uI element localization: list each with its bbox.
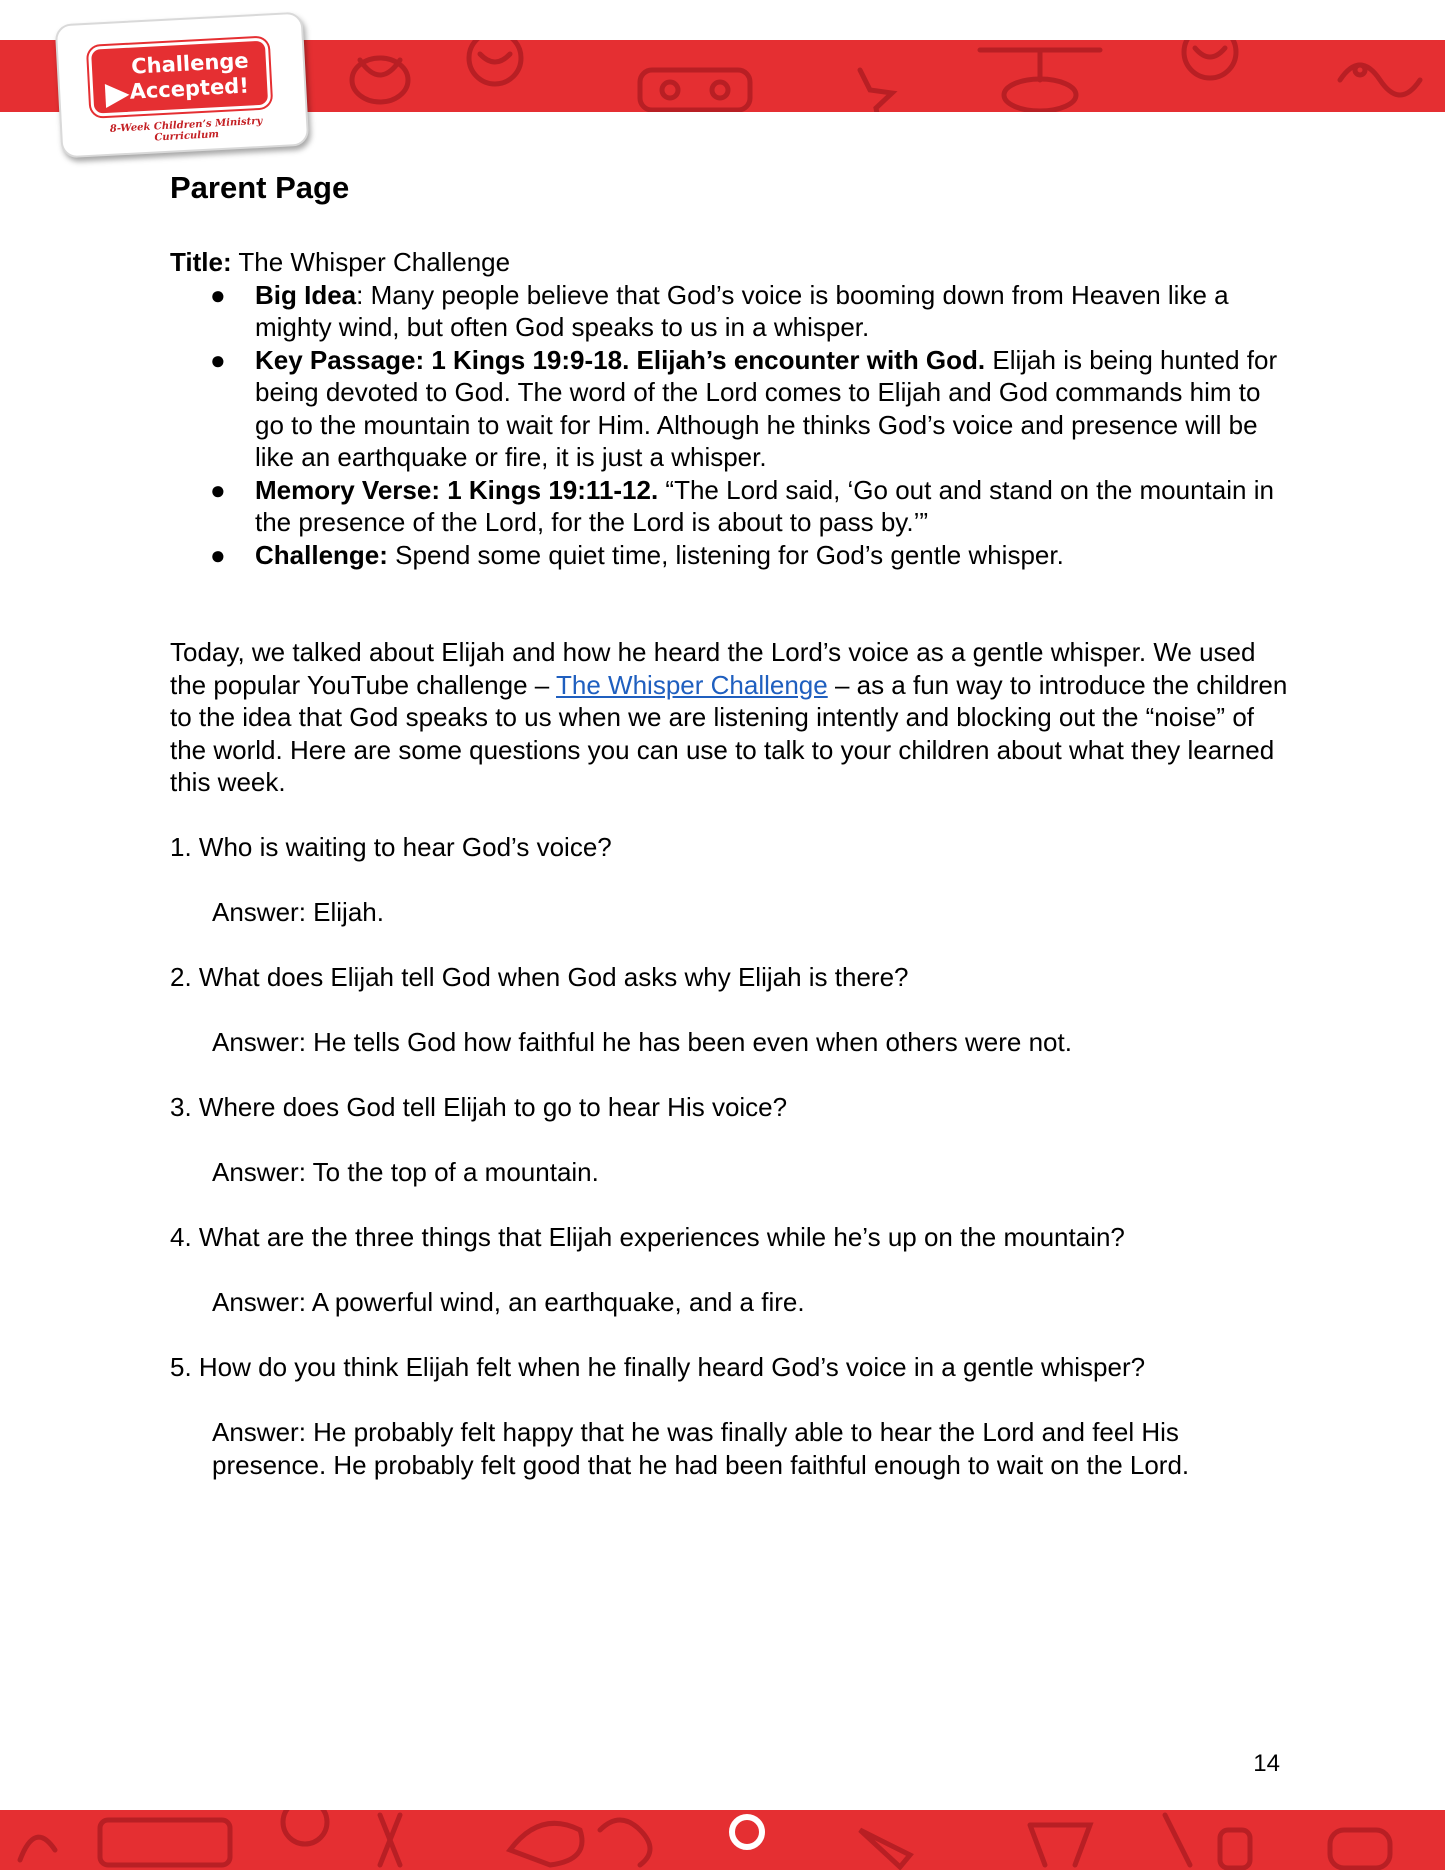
bottom-banner (0, 1810, 1445, 1870)
logo-tagline: 8-Week Children’s Ministry Curriculum (109, 115, 263, 144)
logo (55, 12, 310, 159)
question-text: 4. What are the three things that Elijah experiences while he’s up on the mountain? (170, 1222, 1125, 1252)
bullet-icon: ● (210, 279, 226, 310)
key-points-list (170, 279, 1290, 572)
play-icon (105, 83, 130, 108)
question-text: 3. Where does God tell Elijah to go to hear His voice? (170, 1092, 788, 1122)
list-item (170, 279, 1290, 344)
question-text: 2. What does Elijah tell God when God asks why Elijah is there? (170, 962, 909, 992)
point-text: “The Lord said, ‘Go out and stand on the mountain in the presence of the Lord, for the Lord is about to pass by.’” (255, 474, 1274, 537)
bullet-icon: ● (210, 474, 226, 505)
intro-paragraph (170, 636, 1290, 799)
title-line (170, 246, 1290, 279)
question-list (170, 831, 1290, 1481)
question-block (170, 1351, 1290, 1481)
intro-text-before: Today, we talked about Elijah and how he heard the Lord’s voice as a gentle whisper. We used the popular YouTube challenge – (170, 637, 1256, 700)
point-label: Key Passage: 1 Kings 19:9-18. Elijah’s encounter with God. (255, 344, 986, 375)
page-content (170, 168, 1290, 1481)
point-text: Elijah is being hunted for being devoted to God. The word of the Lord comes to Elijah and God commands him to go to the mountain to wait for Him. Although he thinks God’s voice and presence will be like an earthquake or fire, it is just a whisper. (255, 344, 1278, 472)
point-label: Challenge: (255, 539, 388, 570)
question-block (170, 961, 1290, 1059)
question-block (170, 1221, 1290, 1319)
logo-title-line2: Accepted! (128, 73, 250, 104)
bullet-icon: ● (210, 344, 226, 375)
question-text: 1. Who is waiting to hear God’s voice? (170, 832, 612, 862)
page-number: 14 (1253, 1750, 1280, 1777)
question-block (170, 1091, 1290, 1189)
list-item (170, 344, 1290, 474)
whisper-challenge-link[interactable]: The Whisper Challenge (556, 669, 828, 700)
title-label: Title: (170, 247, 232, 277)
point-text: : Many people believe that God’s voice is booming down from Heaven like a mighty wind, but often God speaks to us in a whisper. (255, 279, 1229, 342)
answer-text: Answer: Elijah. (212, 897, 384, 927)
point-label: Memory Verse: 1 Kings 19:11-12. (255, 474, 659, 505)
answer-text: Answer: To the top of a mountain. (212, 1157, 599, 1187)
list-item (170, 539, 1290, 572)
logo-badge (88, 37, 271, 116)
doodle-pattern (0, 1810, 1445, 1870)
answer-text: Answer: He tells God how faithful he has been even when others were not. (212, 1027, 1072, 1057)
bullet-icon: ● (210, 539, 226, 570)
question-block (170, 831, 1290, 929)
intro-text-after: – as a fun way to introduce the children to the idea that God speaks to us when we are listening intently and blocking out the “noise” of the world. Here are some questions you can use to talk to your children about what they learned this week. (170, 669, 1288, 797)
title-value: The Whisper Challenge (231, 247, 511, 277)
page-heading: Parent Page (170, 170, 350, 205)
answer-text: Answer: A powerful wind, an earthquake, and a fire. (212, 1287, 805, 1317)
question-text: 5. How do you think Elijah felt when he finally heard God’s voice in a gentle whisper? (170, 1352, 1146, 1382)
point-text: Spend some quiet time, listening for God’s gentle whisper. (387, 539, 1064, 570)
point-label: Big Idea (255, 279, 357, 310)
logo-title-line1: Challenge (130, 48, 250, 79)
list-item (170, 474, 1290, 539)
answer-text: Answer: He probably felt happy that he was finally able to hear the Lord and feel His presence. He probably felt good that he had been faithful enough to wait on the Lord. (212, 1417, 1190, 1480)
